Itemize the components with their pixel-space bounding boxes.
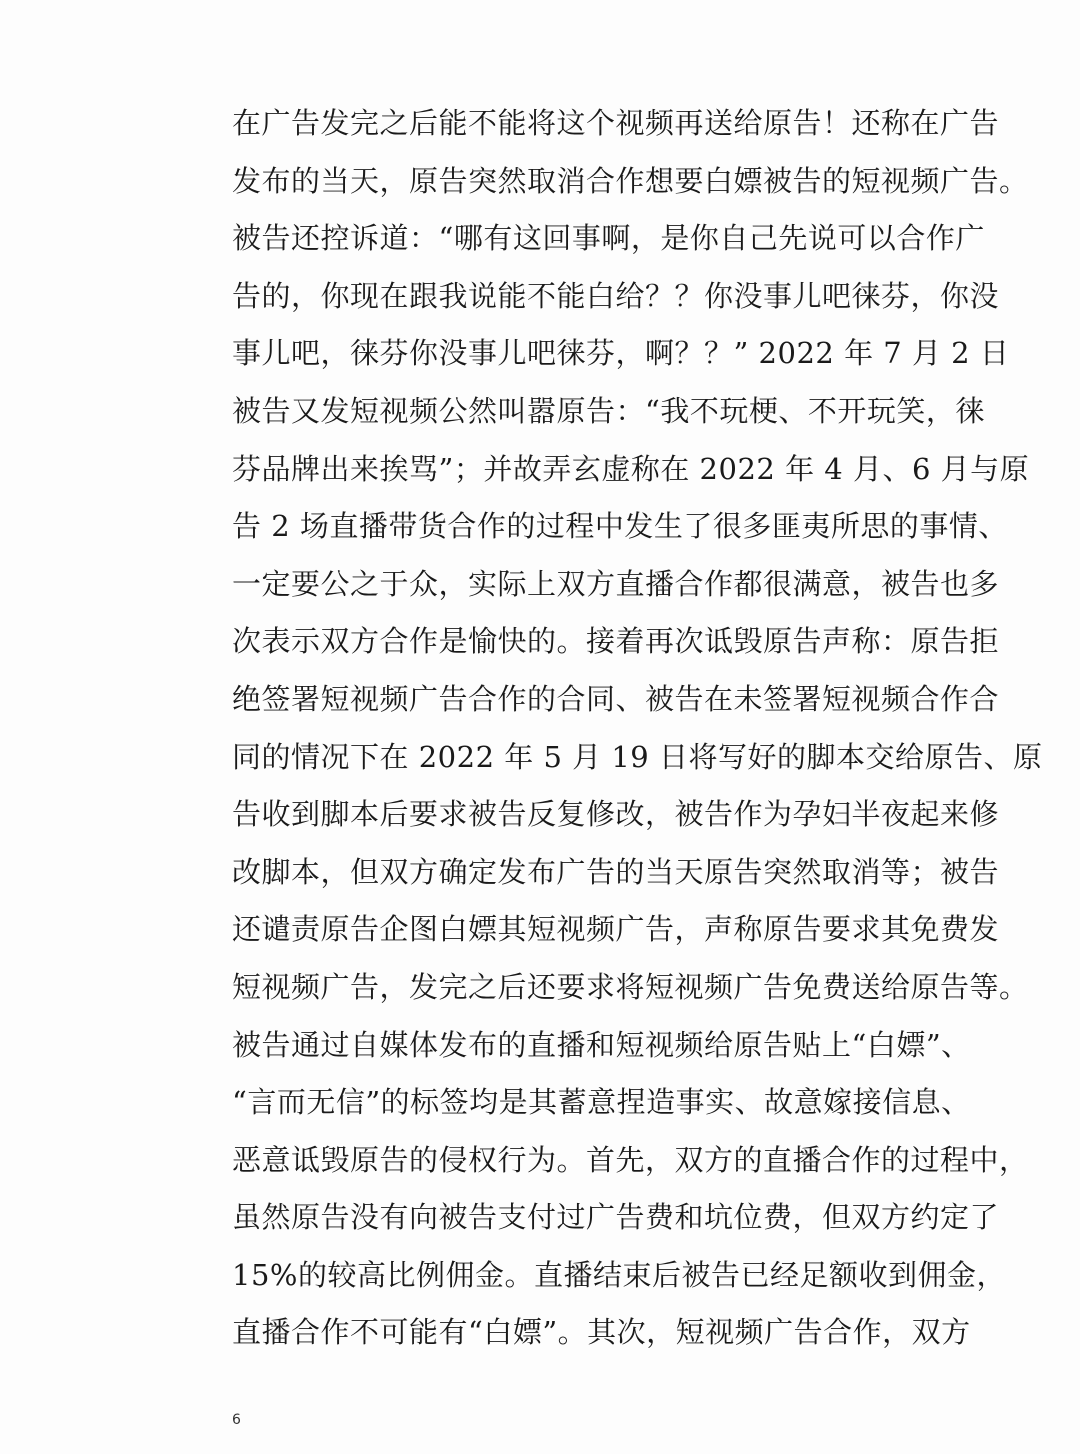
text-line: 被告又发短视频公然叫嚣原告：“我不玩梗、不开玩笑，徕 [232,393,985,428]
text-line: 告 2 场直播带货合作的过程中发生了很多匪夷所思的事情、 [232,509,1008,544]
text-line: 告的，你现在跟我说能不能白给？？你没事儿吧徕芬，你没 [232,278,1000,313]
text-line: 一定要公之于众，实际上双方直播合作都很满意，被告也多 [232,566,1000,601]
text-line: 发布的当天，原告突然取消合作想要白嫖被告的短视频广告。 [232,163,1029,198]
text-line: 芬品牌出来挨骂”；并故弄玄虚称在 2022 年 4 月、6 月与原 [232,451,1030,486]
text-line: 在广告发完之后能不能将这个视频再送给原告！还称在广告 [232,106,1000,140]
text-line: 告收到脚本后要求被告反复修改，被告作为孕妇半夜起来修 [232,797,1000,832]
text-line: 次表示双方合作是愉快的。接着再次诋毁原告声称：原告拒 [232,624,1000,659]
body-text [232,95,1043,1362]
text-line: 被告还控诉道：“哪有这回事啊，是你自己先说可以合作广 [232,221,985,256]
text-line: 还谴责原告企图白嫖其短视频广告，声称原告要求其免费发 [232,912,1000,947]
text-line: 直播合作不可能有“白嫖”。其次，短视频广告合作，双方 [232,1315,971,1350]
text-line: 15%的较高比例佣金。直播结束后被告已经足额收到佣金， [232,1257,1006,1292]
text-line: 绝签署短视频广告合作的合同、被告在未签署短视频合作合 [232,681,1000,716]
text-line: 被告通过自媒体发布的直播和短视频给原告贴上“白嫖”、 [232,1027,971,1062]
text-line: 短视频广告，发完之后还要求将短视频广告免费送给原告等。 [232,969,1029,1004]
text-line: 恶意诋毁原告的侵权行为。首先，双方的直播合作的过程中， [232,1142,1029,1177]
text-line: 虽然原告没有向被告支付过广告费和坑位费，但双方约定了 [232,1200,1000,1235]
page-number: 6 [232,1412,241,1428]
text-line: 改脚本，但双方确定发布广告的当天原告突然取消等；被告 [232,854,1000,889]
text-line: 事儿吧，徕芬你没事儿吧徕芬，啊？？” 2022 年 7 月 2 日 [232,336,1010,371]
text-line: “言而无信”的标签均是其蓄意捏造事实、故意嫁接信息、 [232,1085,971,1120]
text-line: 同的情况下在 2022 年 5 月 19 日将写好的脚本交给原告、原 [232,739,1043,774]
